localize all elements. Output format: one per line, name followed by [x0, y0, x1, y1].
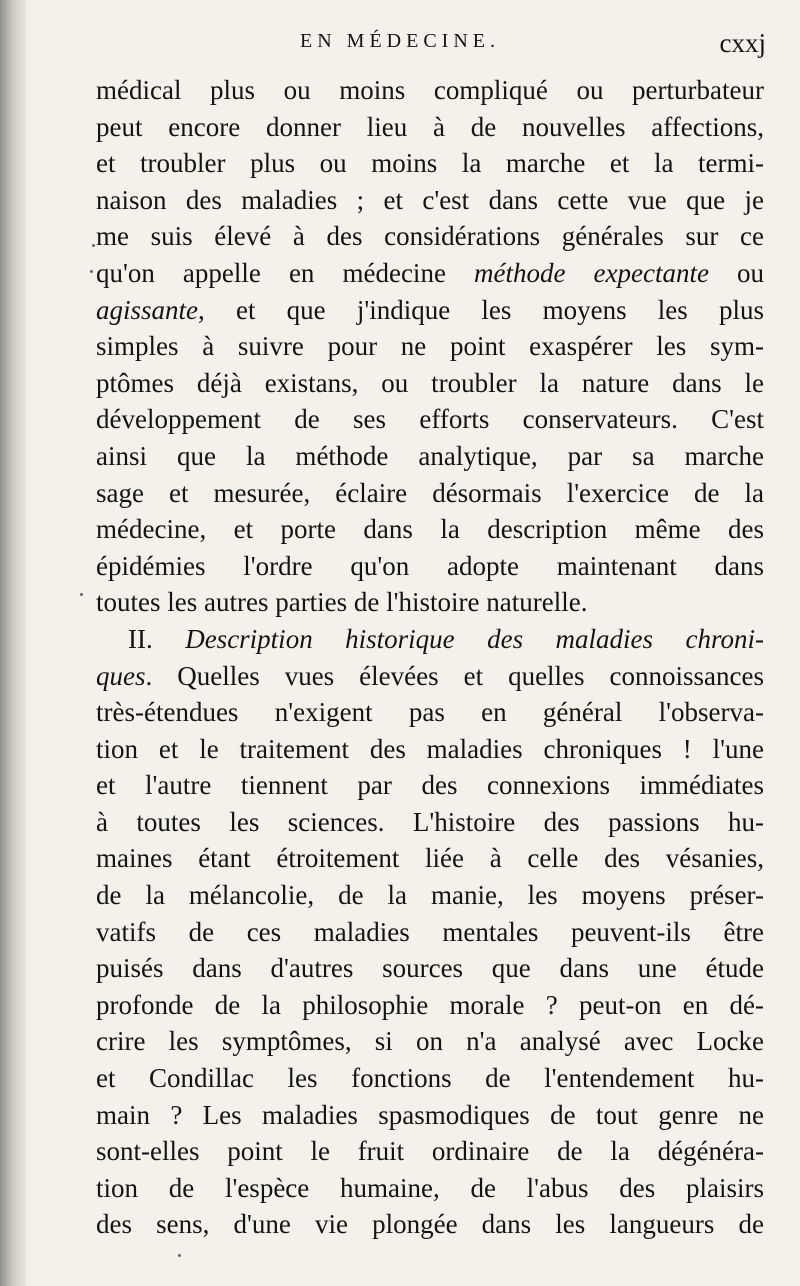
text-line: développement de ses efforts conservateurs. C'est [96, 404, 764, 435]
text-line: et Condillac les fonctions de l'entendement hu- [96, 1063, 764, 1094]
paper-speck [90, 270, 93, 273]
text-line: ques. Quelles vues élevées et quelles connoissances [96, 660, 764, 691]
text-line: et troubler plus ou moins la marche et la termi- [96, 148, 764, 179]
paper-speck [92, 244, 95, 247]
text-line: main ? Les maladies spasmodiques de tout genre ne [96, 1099, 764, 1130]
text-line: sage et mesurée, éclaire désormais l'exercice de la [96, 477, 764, 508]
text-line: sont-elles point le fruit ordinaire de la dégénéra- [96, 1136, 764, 1167]
text-line: des sens, d'une vie plongée dans les langueurs de [96, 1209, 764, 1240]
text-line: me suis élevé à des considérations générales sur ce [96, 221, 764, 252]
text-line: puisés dans d'autres sources que dans une étude [96, 953, 764, 984]
section-heading-line [96, 621, 764, 658]
text-line: tion et le traitement des maladies chroniques ! l'une [96, 733, 764, 764]
text-line: de la mélancolie, de la manie, les moyens préser- [96, 880, 764, 911]
paragraph-last-line: toutes les autres parties de l'histoire naturelle. [96, 587, 588, 618]
text-line: épidémies l'ordre qu'on adopte maintenant dans [96, 550, 764, 581]
paper-speck [80, 593, 83, 596]
italic-term: méthode expectante [473, 257, 709, 288]
text-line: ainsi que la méthode analytique, par sa marche [96, 440, 764, 471]
running-title: EN MÉDECINE. [300, 30, 500, 52]
text-line: crire les symptômes, si on n'a analysé avec Locke [96, 1026, 764, 1057]
page-gutter-shadow [0, 0, 26, 1286]
text-line: naison des maladies ; et c'est dans cette vue que je [96, 184, 764, 215]
text-line: très-étendues n'exigent pas en général l'observa- [96, 697, 764, 728]
text-line: tion de l'espèce humaine, de l'abus des plaisirs [96, 1172, 764, 1203]
text-line: et l'autre tiennent par des connexions immédiates [96, 770, 764, 801]
section-title: Description historique des maladies chroni- [185, 623, 764, 654]
text-line: vatifs de ces maladies mentales peuvent-ils être [96, 916, 764, 947]
text-line: simples à suivre pour ne point exaspérer les sym- [96, 331, 764, 362]
italic-term: agissante [96, 294, 199, 325]
text-line: qu'on appelle en médecine méthode expectante ou [96, 257, 764, 288]
section-title-continued: ques [96, 660, 146, 691]
text-line: à toutes les sciences. L'histoire des passions hu- [96, 806, 764, 837]
text-line: médical plus ou moins compliqué ou perturbateur [96, 75, 764, 105]
text-line: peut encore donner lieu à de nouvelles affections, [96, 111, 764, 142]
text-line: agissante, et que j'indique les moyens les plus [96, 294, 764, 325]
text-line: médecine, et porte dans la description même des [96, 514, 764, 545]
text-line: profonde de la philosophie morale ? peut-on en dé- [96, 989, 764, 1020]
body-text [96, 72, 764, 1243]
page-number: cxxj [719, 28, 766, 58]
paper-speck [178, 1254, 181, 1257]
text-line: maines étant étroitement liée à celle des vésanies, [96, 843, 764, 874]
text-line: ptômes déjà existans, ou troubler la nature dans le [96, 367, 764, 398]
section-number: II. [128, 623, 186, 654]
